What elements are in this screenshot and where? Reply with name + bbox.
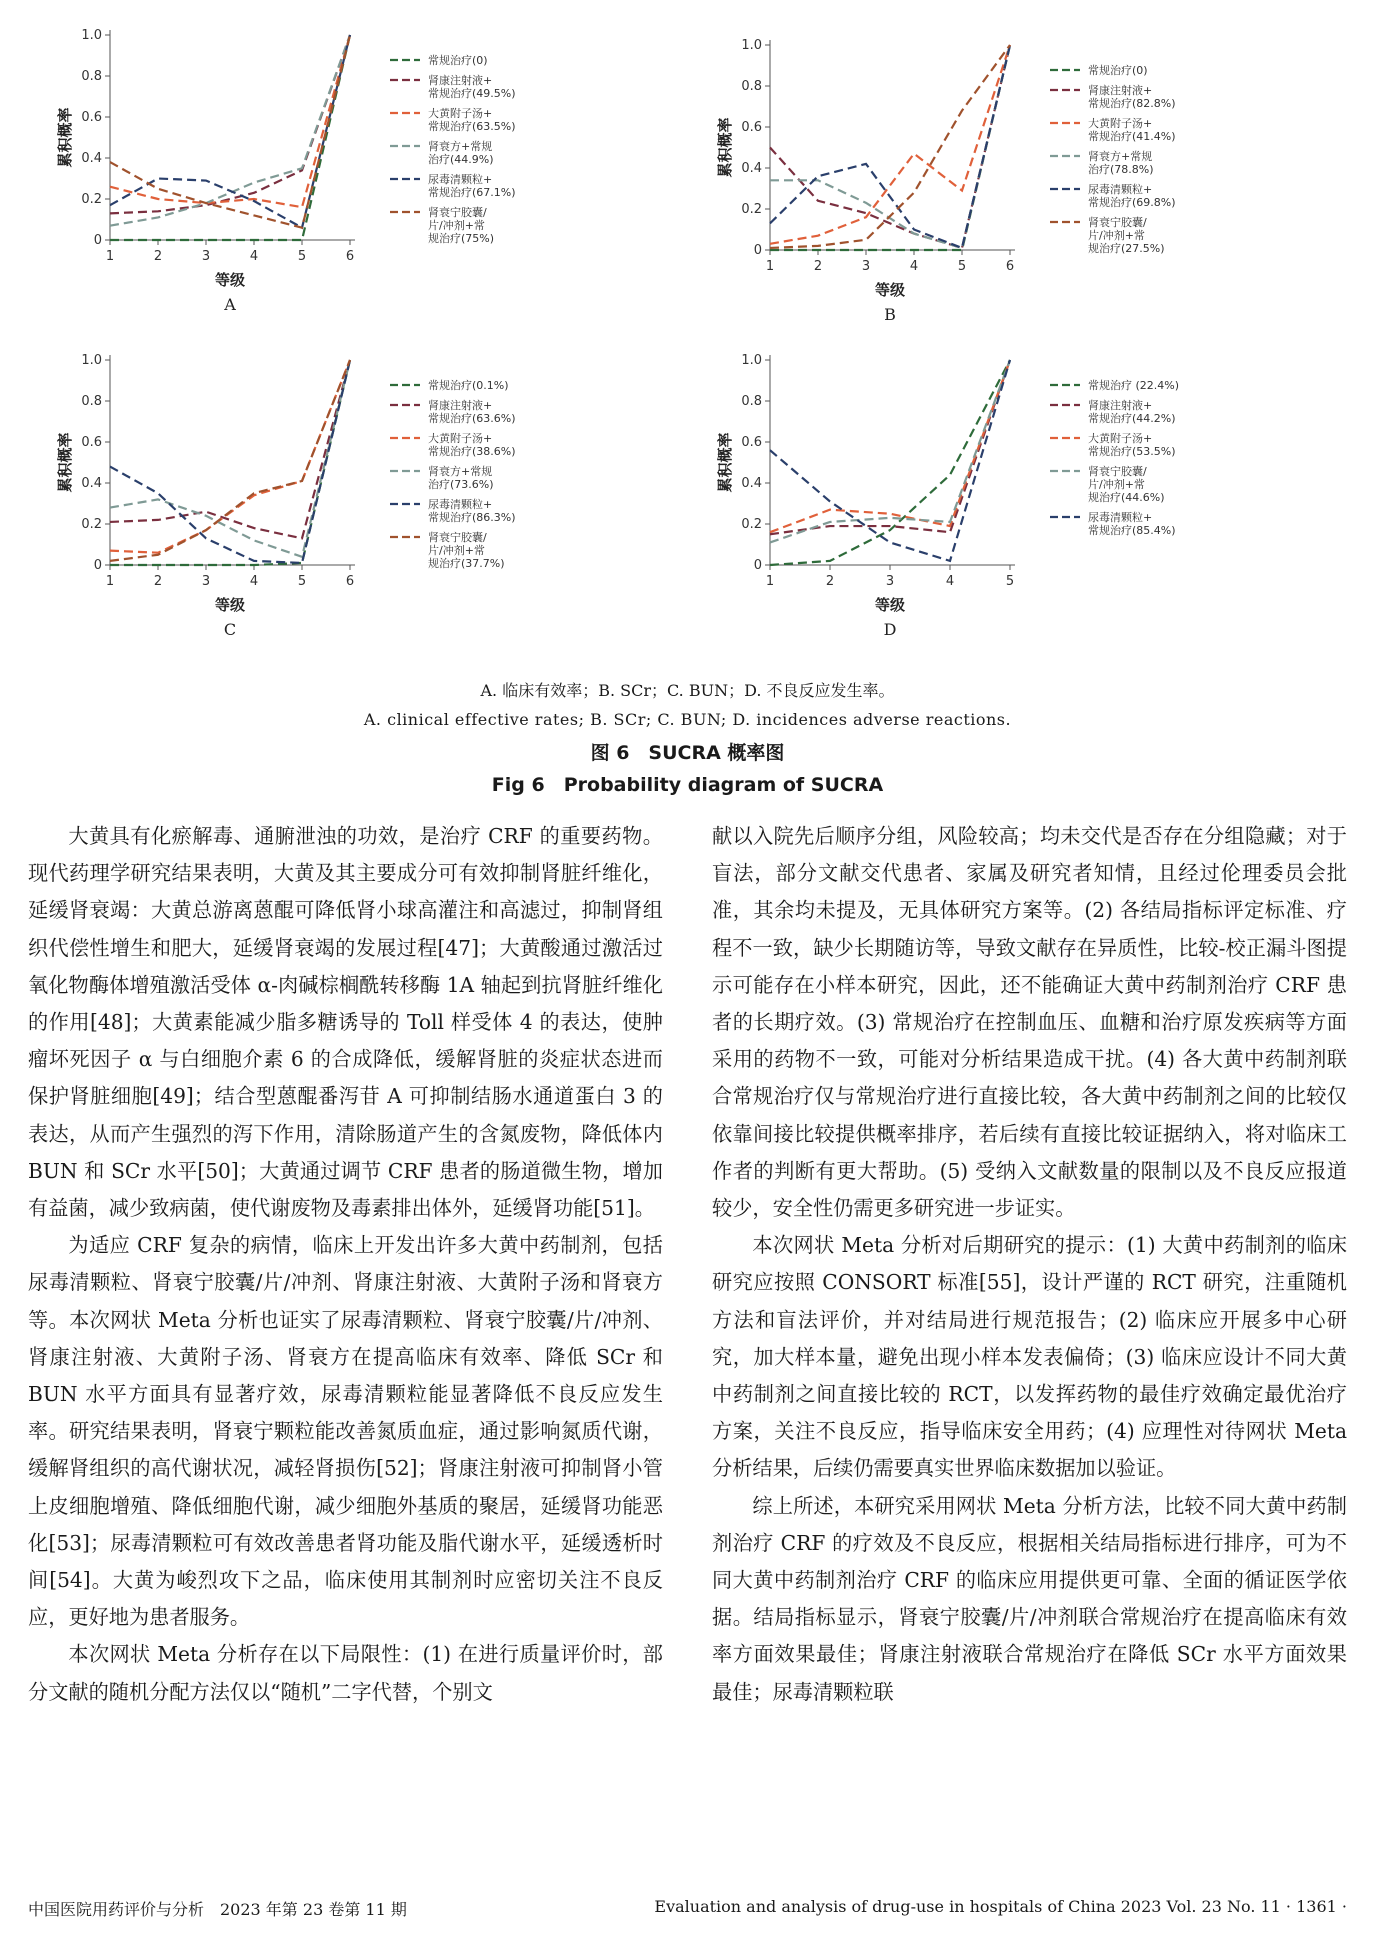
- y-tick-label: 0.4: [741, 161, 762, 176]
- x-tick-label: 3: [885, 574, 895, 589]
- legend-label: 肾衰宁胶囊/: [428, 531, 487, 544]
- series-line: [110, 360, 350, 557]
- legend-label: 肾康注射液+: [428, 74, 493, 87]
- legend-label: 大黄附子汤+: [1088, 432, 1153, 445]
- panel-label: D: [883, 620, 897, 639]
- figure-title-en: Fig 6 Probability diagram of SUCRA: [491, 774, 884, 796]
- paragraph: 为适应 CRF 复杂的病情，临床上开发出许多大黄中药制剂，包括尿毒清颗粒、肾衰宁胶囊/片/冲剂、肾康注射液、大黄附子汤和肾衰方等。本次网状 Meta 分析也证实了尿毒清颗粒、肾衰宁胶囊/片/冲剂、肾康注射液、大黄附子汤、肾衰方在提高临床有效率、降低 SCr 和 BUN 水平方面具有显著疗效，尿毒清颗粒能显著降低不良反应发生率。研究结果表明，肾衰宁颗粒能改善氮质血症，通过影响氮质代谢，缓解肾组织的高代谢状况，减轻肾损伤[52]；肾康注射液可抑制肾小管上皮细胞增殖、降低细胞代谢，减少细胞外基质的聚居，延缓肾功能恶化[53]；尿毒清颗粒可有效改善患者肾功能及脂代谢水平，延缓透析时间[54]。大黄为峻烈攻下之品，临床使用其制剂时应密切关注不良反应，更好地为患者服务。: [28, 1233, 663, 1630]
- legend-label: 规治疗(27.5%): [1088, 242, 1165, 255]
- y-tick-label: 0: [93, 558, 102, 573]
- x-tick-label: 1: [105, 574, 115, 589]
- legend-label: 片/冲剂+常: [428, 219, 485, 232]
- y-tick-label: 0: [753, 558, 762, 573]
- x-tick-label: 5: [297, 574, 307, 589]
- x-tick-label: 6: [1005, 259, 1015, 274]
- y-tick-label: 1.0: [81, 28, 102, 43]
- legend-label: 肾衰宁胶囊/: [1088, 465, 1147, 478]
- figure-title-cn: 图 6 SUCRA 概率图: [590, 742, 785, 764]
- panel-label: B: [884, 305, 896, 324]
- right-column: [712, 818, 1347, 1711]
- x-tick-label: 2: [825, 574, 835, 589]
- y-tick-label: 0.8: [81, 69, 102, 84]
- y-tick-label: 1.0: [741, 38, 762, 53]
- y-tick-label: 1.0: [81, 353, 102, 368]
- y-tick-label: 0: [93, 233, 102, 248]
- series-line: [110, 35, 350, 226]
- y-tick-label: 0.6: [81, 110, 102, 125]
- x-tick-label: 3: [201, 249, 211, 264]
- y-tick-label: 0.2: [741, 202, 762, 217]
- x-axis-title: 等级: [874, 596, 906, 614]
- y-tick-label: 0.8: [741, 79, 762, 94]
- x-tick-label: 3: [201, 574, 211, 589]
- legend-label: 常规治疗(38.6%): [428, 445, 516, 458]
- x-tick-label: 3: [861, 259, 871, 274]
- y-tick-label: 0.4: [741, 476, 762, 491]
- y-axis-title: 累积概率: [56, 107, 74, 168]
- legend-label: 常规治疗(0): [428, 54, 488, 67]
- legend-label: 肾衰宁胶囊/: [428, 206, 487, 219]
- legend-label: 常规治疗(49.5%): [428, 87, 516, 100]
- legend-label: 治疗(44.9%): [428, 153, 494, 166]
- figure-caption-en: A. clinical effective rates; B. SCr; C. BUN; D. incidences adverse reactions.: [363, 710, 1012, 729]
- y-tick-label: 0.2: [81, 517, 102, 532]
- legend-label: 常规治疗(63.5%): [428, 120, 516, 133]
- x-tick-label: 1: [765, 259, 775, 274]
- series-line: [770, 45, 1010, 248]
- legend-label: 尿毒清颗粒+: [1088, 511, 1153, 524]
- legend-label: 常规治疗(53.5%): [1088, 445, 1176, 458]
- x-tick-label: 2: [153, 574, 163, 589]
- chart-svg: [40, 345, 680, 665]
- y-tick-label: 0: [753, 243, 762, 258]
- legend-label: 肾康注射液+: [1088, 399, 1153, 412]
- series-line: [770, 45, 1010, 244]
- legend-label: 肾衰方+常规: [428, 465, 493, 478]
- legend-label: 常规治疗(44.2%): [1088, 412, 1176, 425]
- legend-label: 尿毒清颗粒+: [1088, 183, 1153, 196]
- series-line: [770, 360, 1010, 534]
- y-tick-label: 0.2: [81, 192, 102, 207]
- x-tick-label: 2: [153, 249, 163, 264]
- chart-panel-a: [40, 20, 680, 340]
- legend-label: 尿毒清颗粒+: [428, 173, 493, 186]
- x-axis-title: 等级: [214, 271, 246, 289]
- x-tick-label: 2: [813, 259, 823, 274]
- legend-label: 肾衰宁胶囊/: [1088, 216, 1147, 229]
- legend-label: 常规治疗 (22.4%): [1088, 379, 1180, 392]
- x-tick-label: 1: [105, 249, 115, 264]
- y-tick-label: 0.4: [81, 151, 102, 166]
- series-line: [110, 35, 350, 228]
- x-tick-label: 1: [765, 574, 775, 589]
- legend-label: 常规治疗(82.8%): [1088, 97, 1176, 110]
- chart-panel-d: [700, 345, 1340, 665]
- x-tick-label: 4: [249, 574, 259, 589]
- legend-label: 尿毒清颗粒+: [428, 498, 493, 511]
- y-tick-label: 0.8: [81, 394, 102, 409]
- legend-label: 肾康注射液+: [428, 399, 493, 412]
- series-line: [110, 360, 350, 563]
- series-line: [110, 360, 350, 561]
- legend-label: 常规治疗(63.6%): [428, 412, 516, 425]
- legend-label: 治疗(78.8%): [1088, 163, 1154, 176]
- legend-label: 肾衰方+常规: [1088, 150, 1153, 163]
- legend-label: 片/冲剂+常: [1088, 478, 1145, 491]
- journal-footer-en: Evaluation and analysis of drug-use in hospitals of China 2023 Vol. 23 No. 11 · 1361 ·: [654, 1897, 1347, 1916]
- legend-label: 治疗(73.6%): [428, 478, 494, 491]
- legend-label: 常规治疗(86.3%): [428, 511, 516, 524]
- y-tick-label: 0.6: [741, 120, 762, 135]
- x-tick-label: 4: [249, 249, 259, 264]
- y-tick-label: 0.6: [81, 435, 102, 450]
- paragraph: 献以入院先后顺序分组，风险较高；均未交代是否存在分组隐藏；对于盲法，部分文献交代患者、家属及研究者知情，且经过伦理委员会批准，其余均未提及，无具体研究方案等。(2) 各结局指标评定标准、疗程不一致，缺少长期随访等，导致文献存在异质性，比较-校正漏斗图提示可能存在小样本研究，因此，还不能确证大黄中药制剂治疗 CRF 患者的长期疗效。(3) 常规治疗在控制血压、血糖和治疗原发疾病等方面采用的药物不一致，可能对分析结果造成干扰。(4) 各大黄中药制剂联合常规治疗仅与常规治疗进行直接比较，各大黄中药制剂之间的比较仅依靠间接比较提供概率排序，若后续有直接比较证据纳入，将对临床工作者的判断有更大帮助。(5) 受纳入文献数量的限制以及不良反应报道较少，安全性仍需更多研究进一步证实。: [712, 824, 1347, 1221]
- x-tick-label: 5: [297, 249, 307, 264]
- legend-label: 大黄附子汤+: [1088, 117, 1153, 130]
- legend-label: 片/冲剂+常: [1088, 229, 1145, 242]
- series-line: [770, 360, 1010, 532]
- legend-label: 规治疗(75%): [428, 232, 495, 245]
- paragraph: 综上所述，本研究采用网状 Meta 分析方法，比较不同大黄中药制剂治疗 CRF 的疗效及不良反应，根据相关结局指标进行排序，可为不同大黄中药制剂治疗 CRF 的临床应用提供更可靠、全面的循证医学依据。结局指标显示，肾衰宁胶囊/片/冲剂联合常规治疗在提高临床有效率方面效果最佳；肾康注射液联合常规治疗在降低 SCr 水平方面效果最佳；尿毒清颗粒联: [712, 1493, 1347, 1704]
- chart-svg: [40, 20, 680, 340]
- panel-label: A: [224, 295, 236, 314]
- y-axis-title: 累积概率: [716, 117, 734, 178]
- x-axis-title: 等级: [214, 596, 246, 614]
- chart-svg: [700, 30, 1340, 350]
- chart-panel-c: [40, 345, 680, 665]
- series-line: [770, 360, 1010, 542]
- legend-label: 规治疗(37.7%): [428, 557, 505, 570]
- paragraph: 本次网状 Meta 分析存在以下局限性：(1) 在进行质量评价时，部分文献的随机分配方法仅以“随机”二字代替，个别文: [28, 1642, 663, 1704]
- chart-svg: [700, 345, 1340, 665]
- paragraph: 本次网状 Meta 分析对后期研究的提示：(1) 大黄中药制剂的临床研究应按照 CONSORT 标准[55]，设计严谨的 RCT 研究，注重随机方法和盲法评价，并对结局进行规范报告；(2) 临床应开展多中心研究，加大样本量，避免出现小样本发表偏倚；(3) 临床应设计不同大黄中药制剂之间直接比较的 RCT，以发挥药物的最佳疗效确定最优治疗方案，关注不良反应，指导临床安全用药；(4) 应理性对待网状 Meta 分析结果，后续仍需要真实世界临床数据加以验证。: [712, 1233, 1347, 1481]
- x-tick-label: 4: [945, 574, 955, 589]
- y-axis-title: 累积概率: [56, 432, 74, 493]
- y-tick-label: 0.6: [741, 435, 762, 450]
- chart-panel-b: [700, 30, 1340, 350]
- panel-label: C: [223, 620, 237, 639]
- journal-footer-cn: 中国医院用药评价与分析 2023 年第 23 卷第 11 期: [28, 1900, 407, 1919]
- x-tick-label: 5: [1005, 574, 1015, 589]
- series-line: [110, 35, 350, 228]
- legend-label: 片/冲剂+常: [428, 544, 485, 557]
- paragraph: 大黄具有化瘀解毒、通腑泄浊的功效，是治疗 CRF 的重要药物。现代药理学研究结果表明，大黄及其主要成分可有效抑制肾脏纤维化，延缓肾衰竭：大黄总游离蒽醌可降低肾小球高灌注和高滤过，抑制肾组织代偿性增生和肥大，延缓肾衰竭的发展过程[47]；大黄酸通过激活过氧化物酶体增殖激活受体 α-肉碱棕榈酰转移酶 1A 轴起到抗肾脏纤维化的作用[48]；大黄素能减少脂多糖诱导的 Toll 样受体 4 的表达，使肿瘤坏死因子 α 与白细胞介素 6 的合成降低，缓解肾脏的炎症状态进而保护肾脏细胞[49]；结合型蒽醌番泻苷 A 可抑制结肠水通道蛋白 3 的表达，从而产生强烈的泻下作用，清除肠道产生的含氮废物，降低体内 BUN 和 SCr 水平[50]；大黄通过调节 CRF 患者的肠道微生物，增加有益菌，减少致病菌，使代谢废物及毒素排出体外，延缓肾功能[51]。: [28, 824, 663, 1221]
- y-tick-label: 0.8: [741, 394, 762, 409]
- legend-label: 规治疗(44.6%): [1088, 491, 1165, 504]
- legend-label: 肾衰方+常规: [428, 140, 493, 153]
- x-tick-label: 5: [957, 259, 967, 274]
- legend-label: 大黄附子汤+: [428, 107, 493, 120]
- legend-label: 肾康注射液+: [1088, 84, 1153, 97]
- x-axis-title: 等级: [874, 281, 906, 299]
- series-line: [110, 360, 350, 565]
- x-tick-label: 4: [909, 259, 919, 274]
- y-tick-label: 1.0: [741, 353, 762, 368]
- legend-label: 大黄附子汤+: [428, 432, 493, 445]
- y-tick-label: 0.4: [81, 476, 102, 491]
- legend-label: 常规治疗(69.8%): [1088, 196, 1176, 209]
- figure-caption-cn: A. 临床有效率；B. SCr；C. BUN；D. 不良反应发生率。: [480, 681, 895, 700]
- legend-label: 常规治疗(85.4%): [1088, 524, 1176, 537]
- y-axis-title: 累积概率: [716, 432, 734, 493]
- y-tick-label: 0.2: [741, 517, 762, 532]
- legend-label: 常规治疗(41.4%): [1088, 130, 1176, 143]
- x-tick-label: 6: [345, 249, 355, 264]
- series-line: [110, 360, 350, 553]
- x-tick-label: 6: [345, 574, 355, 589]
- legend-label: 常规治疗(67.1%): [428, 186, 516, 199]
- legend-label: 常规治疗(0): [1088, 64, 1148, 77]
- legend-label: 常规治疗(0.1%): [428, 379, 509, 392]
- left-column: [28, 818, 663, 1711]
